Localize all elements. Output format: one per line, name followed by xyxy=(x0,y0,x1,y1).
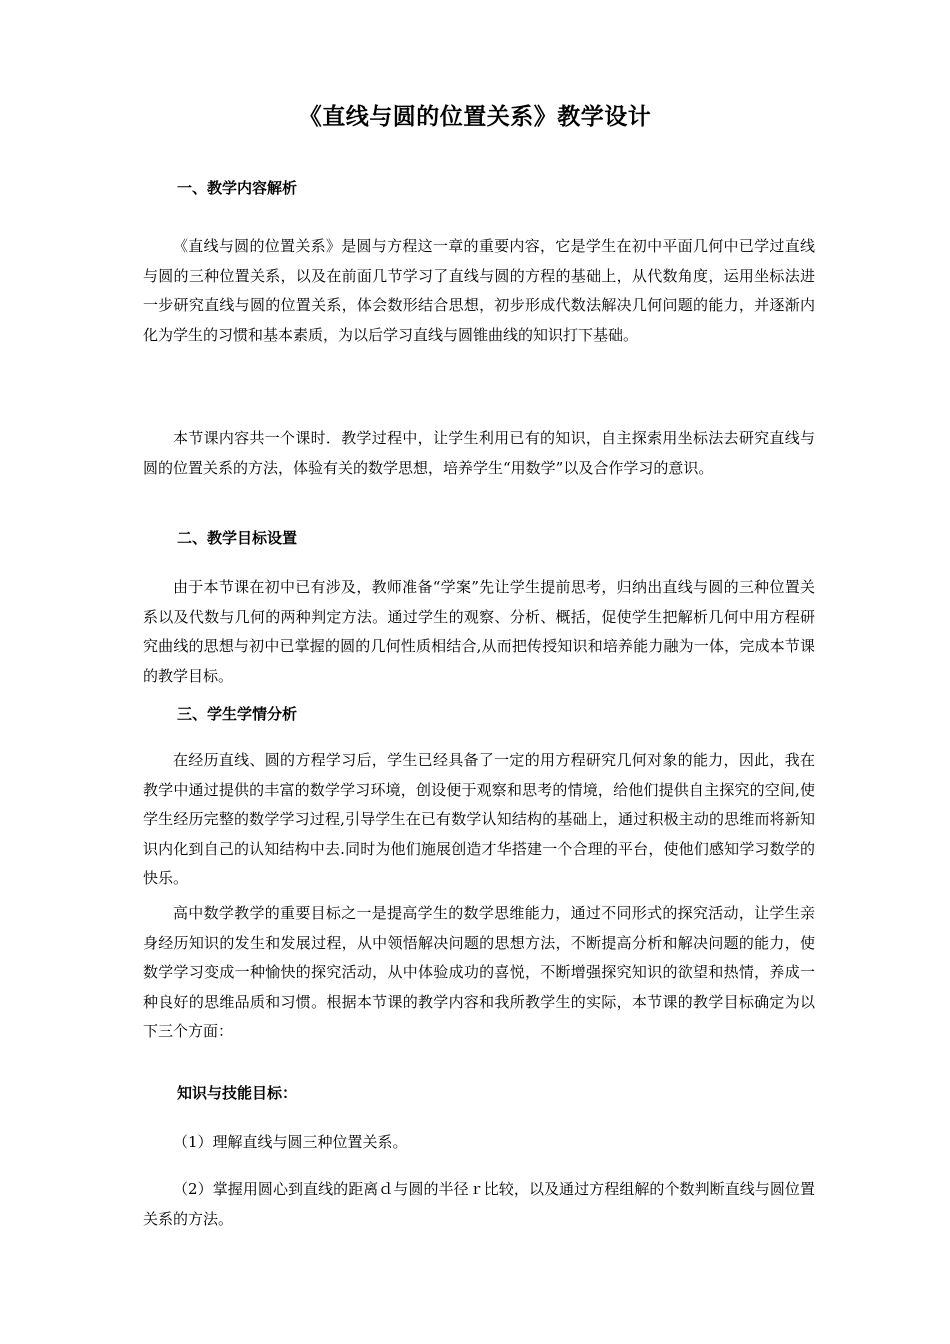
paragraph-student-analysis-2: 高中数学教学的重要目标之一是提高学生的数学思维能力，通过不同形式的探究活动，让学生亲身经历知识的发生和发展过程，从中领悟解决问题的思想方法，不断提高分析和解决问题的能力，使数学学习变成一种愉快的探究活动，从中体验成功的喜悦，不断增强探究知识的欲望和热情，养成一种良好的思维品质和习惯。根据本节课的教学内容和我所教学生的实际，本节课的教学目标确定为以下三个方面： xyxy=(143,904,815,1040)
paragraph-content-analysis-2: 本节课内容共一个课时．教学过程中，让学生利用已有的知识，自主探索用坐标法去研究直线与圆的位置关系的方法，体验有关的数学思想，培养学生“用数学”以及合作学习的意识。 xyxy=(143,429,815,477)
section-heading-student-analysis: 三、学生学情分析 xyxy=(177,705,298,723)
list-item-goal-1: （1）理解直线与圆三种位置关系。 xyxy=(173,1133,408,1151)
document-title: 《直线与圆的位置关系》教学设计 xyxy=(298,103,652,130)
section-heading-content-analysis: 一、教学内容解析 xyxy=(177,179,298,197)
paragraph-student-analysis-1: 在经历直线、圆的方程学习后，学生已经具备了一定的用方程研究几何对象的能力，因此，我在教学中通过提供的丰富的数学学习环境，创设便于观察和思考的情境，给他们提供自主探究的空间,使学生经历完整的数学学习过程,引导学生在已有数学认知结构的基础上，通过积极主动的思维而将新知识内化到自己的认知结构中去.同时为他们施展创造才华搭建一个合理的平台，使他们感知学习数学的快乐。 xyxy=(143,751,815,887)
paragraph-objectives-1: 由于本节课在初中已有涉及，教师准备“学案”先让学生提前思考，归纳出直线与圆的三种位置关系以及代数与几何的两种判定方法。通过学生的观察、分析、概括，促使学生把解析几何中用方程研究曲线的思想与初中已掌握的圆的几何性质相结合,从而把传授知识和培养能力融为一体，完成本节课的教学目标。 xyxy=(143,578,815,685)
subheading-knowledge-skills: 知识与技能目标： xyxy=(177,1084,298,1102)
paragraph-content-analysis-1: 《直线与圆的位置关系》是圆与方程这一章的重要内容，它是学生在初中平面几何中已学过直线与圆的三种位置关系，以及在前面几节学习了直线与圆的方程的基础上，从代数角度，运用坐标法进一步研究直线与圆的位置关系，体会数形结合思想，初步形成代数法解决几何问题的能力，并逐渐内化为学生的习惯和基本素质，为以后学习直线与圆锥曲线的知识打下基础。 xyxy=(143,237,815,344)
list-item-goal-2: （2）掌握用圆心到直线的距离ｄ与圆的半径ｒ比较，以及通过方程组解的个数判断直线与圆位置关系的方法。 xyxy=(143,1180,815,1228)
section-heading-objectives: 二、教学目标设置 xyxy=(177,529,298,547)
